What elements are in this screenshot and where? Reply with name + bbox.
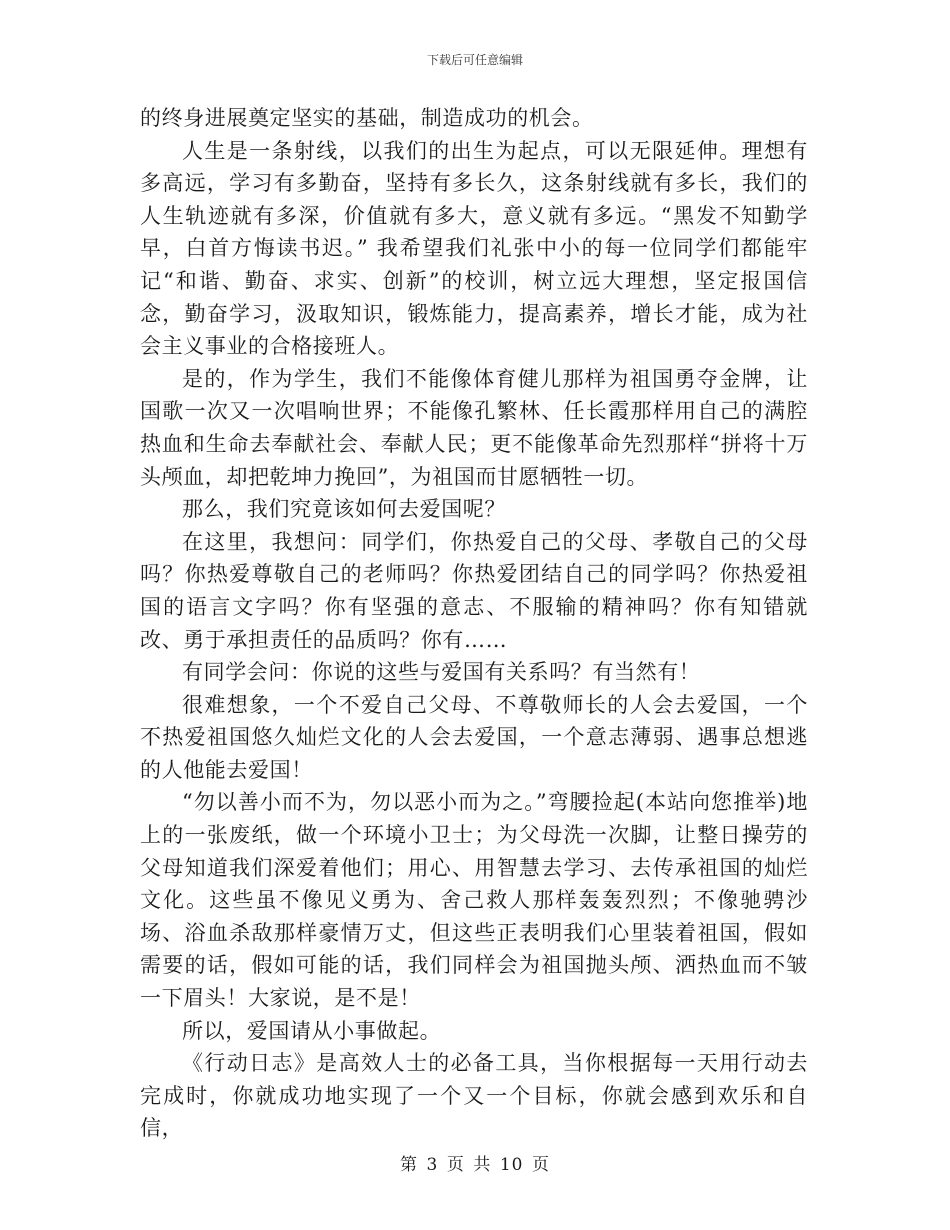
paragraph: 有同学会问：你说的这些与爱国有关系吗？有当然有！ bbox=[182, 660, 701, 685]
footer-label-prefix: 第 bbox=[400, 1155, 419, 1175]
footer-label-suffix: 页 bbox=[531, 1155, 550, 1175]
document-body bbox=[140, 102, 808, 1145]
paragraph: 那么，我们究竟该如何去爱国呢？ bbox=[182, 497, 506, 522]
footer-label-total: 共 bbox=[473, 1155, 492, 1175]
paragraph: 很难想象，一个不爱自己父母、不尊敬师长的人会去爱国，一个不热爱祖国悠久灿烂文化的人会去爱国，一个意志薄弱、遇事总想逃的人他能去爱国！ bbox=[140, 692, 808, 782]
paragraph: 《行动日志》是高效人士的必备工具，当你根据每一天用行动去完成时，你就成功地实现了一个又一个目标，你就会感到欢乐和自信， bbox=[140, 1051, 808, 1141]
current-page-number: 3 bbox=[426, 1155, 439, 1175]
paragraph: 所以，爱国请从小事做起。 bbox=[182, 1018, 442, 1043]
total-pages-number: 10 bbox=[499, 1155, 524, 1175]
paragraph: 是的，作为学生，我们不能像体育健儿那样为祖国勇夺金牌，让国歌一次又一次唱响世界；不能像孔繁林、任长霞那样用自己的满腔热血和生命去奉献社会、奉献人民；更不能像革命先烈那样“拼将十万头颅血，却把乾坤力挽回”，为祖国而甘愿牺牲一切。 bbox=[140, 366, 808, 489]
footer-label-page: 页 bbox=[446, 1155, 465, 1175]
paragraph: “勿以善小而不为，勿以恶小而为之。”弯腰捡起(本站向您推举)地上的一张废纸，做一个环境小卫士；为父母洗一次脚，让整日操劳的父母知道我们深爱着他们；用心、用智慧去学习、去传承祖国的灿烂文化。这些虽不像见义勇为、舍己救人那样轰轰烈烈；不像驰骋沙场、浴血杀敌那样豪情万丈，但这些正表明我们心里装着祖国，假如需要的话，假如可能的话，我们同样会为祖国抛头颅、洒热血而不皱一下眉头！大家说，是不是！ bbox=[140, 790, 808, 1011]
page-header: 下载后可任意编辑 bbox=[426, 53, 523, 67]
paragraph: 在这里，我想问：同学们，你热爱自己的父母、孝敬自己的父母吗？你热爱尊敬自己的老师吗？你热爱团结自己的同学吗？你热爱祖国的语言文字吗？你有坚强的意志、不服输的精神吗？你有知错就改、勇于承担责任的品质吗？你有…… bbox=[140, 529, 808, 652]
page-footer bbox=[0, 1154, 950, 1176]
paragraph-continuation: 的终身进展奠定坚实的基础，制造成功的机会。 bbox=[140, 106, 594, 130]
paragraph: 人生是一条射线，以我们的出生为起点，可以无限延伸。理想有多高远，学习有多勤奋，坚持有多长久，这条射线就有多长，我们的人生轨迹就有多深，价值就有多大，意义就有多远。“黑发不知勤学早，白首方悔读书迟。” 我希望我们礼张中小的每一位同学们都能牢记“和谐、勤奋、求实、创新”的校训，树立远大理想，坚定报国信念，勤奋学习，汲取知识，锻炼能力，提高素养，增长才能，成为社会主义事业的合格接班人。 bbox=[140, 138, 808, 359]
